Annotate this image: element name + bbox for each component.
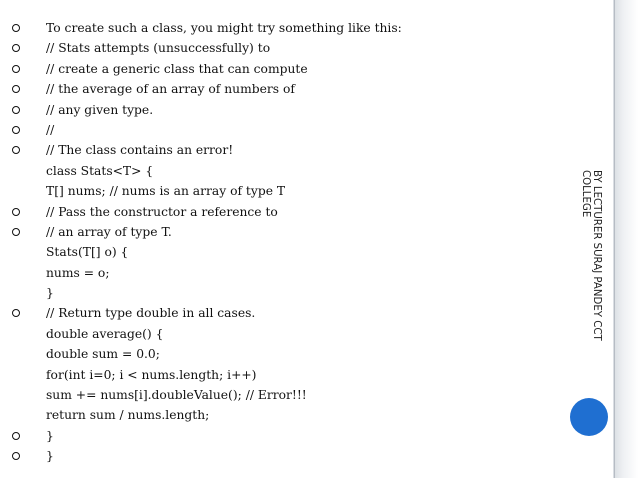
- line-text: To create such a class, you might try something like this:: [46, 21, 402, 35]
- code-line: [0, 263, 560, 283]
- line-text: }: [46, 286, 54, 301]
- bullet-circle-icon: [12, 208, 20, 216]
- sidebar-divider: [614, 0, 615, 478]
- bullet-item: [0, 446, 560, 466]
- line-text: double average() {: [46, 326, 164, 341]
- line-text: Stats(T[] o) {: [46, 245, 129, 260]
- bullet-item: [0, 59, 560, 79]
- bullet-item: [0, 303, 560, 323]
- code-line: [0, 283, 560, 303]
- decorative-circle: [570, 398, 608, 436]
- bullet-circle-icon: [12, 106, 20, 114]
- line-text: // The class contains an error!: [46, 143, 234, 158]
- bullet-circle-icon: [12, 146, 20, 154]
- slide-content: [0, 18, 560, 467]
- line-text: }: [46, 449, 54, 464]
- line-text: // create a generic class that can compute: [46, 61, 308, 76]
- author-credit: [580, 170, 602, 341]
- bullet-circle-icon: [12, 85, 20, 93]
- author-credit-line1: BY LECTURER SURAJ PANDEY CCT: [591, 170, 602, 341]
- bullet-item: [0, 120, 560, 140]
- bullet-item: [0, 222, 560, 242]
- bullet-circle-icon: [12, 24, 20, 32]
- line-text: sum += nums[i].doubleValue(); // Error!!!: [46, 388, 307, 403]
- bullet-item: [0, 79, 560, 99]
- sidebar-band: [613, 0, 638, 478]
- line-text: nums = o;: [46, 265, 110, 280]
- line-text: T[] nums; // nums is an array of type T: [46, 184, 286, 199]
- line-text: // an array of type T.: [46, 224, 172, 239]
- author-credit-line2: COLLEGE: [580, 170, 591, 218]
- bullet-circle-icon: [12, 65, 20, 73]
- bullet-circle-icon: [12, 452, 20, 460]
- line-text: double sum = 0.0;: [46, 347, 160, 362]
- line-text: // any given type.: [46, 102, 154, 117]
- bullet-circle-icon: [12, 309, 20, 317]
- line-text: // the average of an array of numbers of: [46, 82, 295, 97]
- code-line: [0, 324, 560, 344]
- bullet-item: [0, 18, 560, 38]
- line-text: class Stats<T> {: [46, 163, 154, 178]
- line-text: // Pass the constructor a reference to: [46, 204, 278, 219]
- code-line: [0, 385, 560, 405]
- code-line: [0, 161, 560, 181]
- bullet-item: [0, 100, 560, 120]
- bullet-item: [0, 140, 560, 160]
- code-line: [0, 242, 560, 262]
- code-line: [0, 365, 560, 385]
- line-text: }: [46, 428, 54, 443]
- line-text: return sum / nums.length;: [46, 408, 210, 423]
- bullet-circle-icon: [12, 432, 20, 440]
- bullet-circle-icon: [12, 44, 20, 52]
- bullet-item: [0, 426, 560, 446]
- bullet-item: [0, 202, 560, 222]
- bullet-circle-icon: [12, 126, 20, 134]
- code-line: [0, 405, 560, 425]
- line-text: for(int i=0; i < nums.length; i++): [46, 367, 257, 382]
- bullet-circle-icon: [12, 228, 20, 236]
- code-line: [0, 181, 560, 201]
- line-text: //: [46, 122, 55, 137]
- code-line: [0, 344, 560, 364]
- line-text: // Stats attempts (unsuccessfully) to: [46, 41, 271, 56]
- bullet-item: [0, 38, 560, 58]
- line-text: // Return type double in all cases.: [46, 306, 256, 321]
